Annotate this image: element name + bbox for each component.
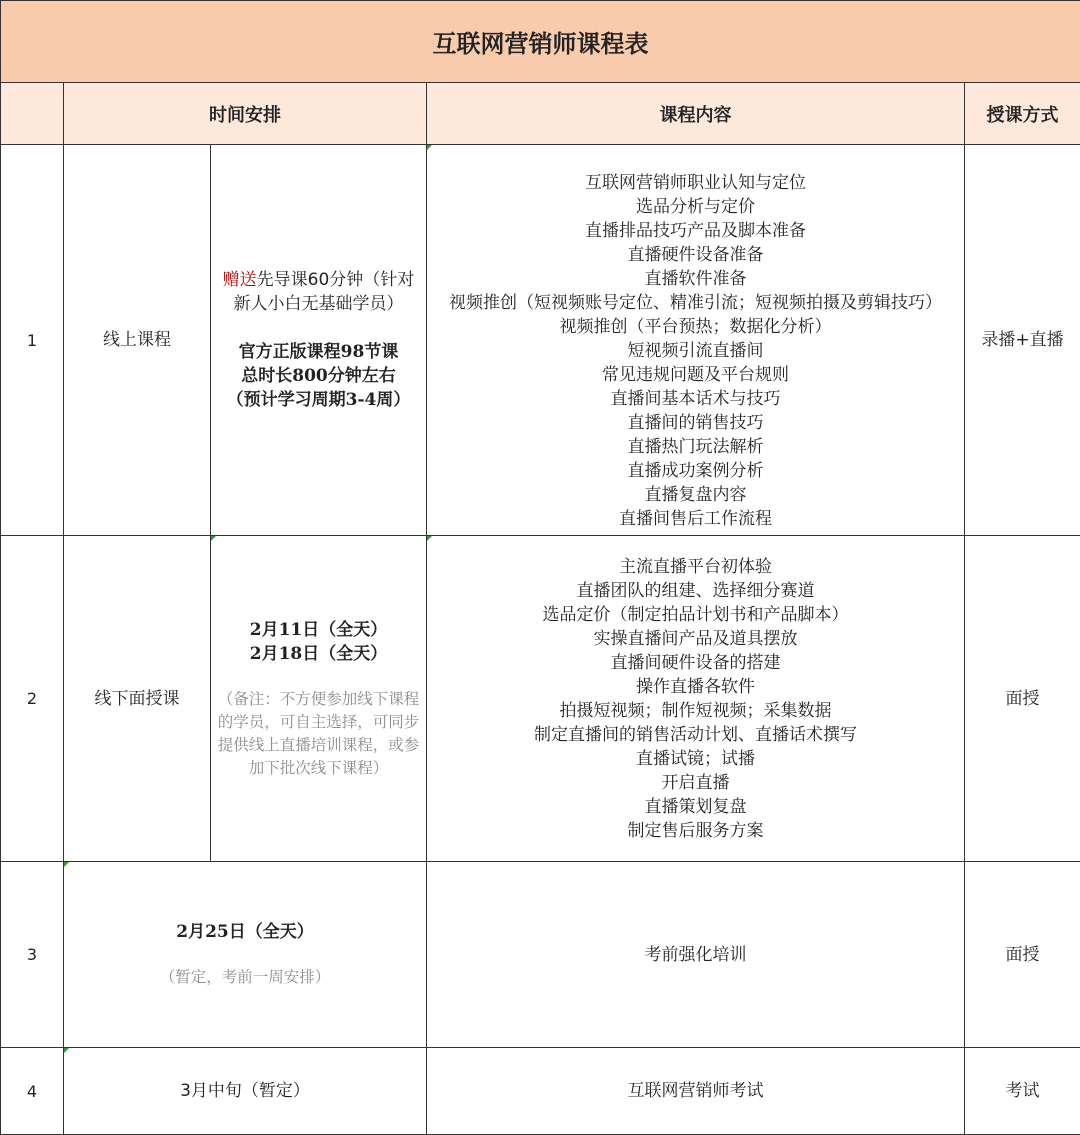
content-item: 主流直播平台初体验 <box>427 555 964 579</box>
table-row <box>1 862 1080 1048</box>
content-item: 视频推创（平台预热；数据化分析） <box>427 315 964 339</box>
content-list <box>427 145 964 535</box>
content-item: 直播排品技巧产品及脚本准备 <box>427 219 964 243</box>
table-row <box>1 145 1080 536</box>
course-content <box>427 536 965 862</box>
row-number: 3 <box>1 862 64 1048</box>
schedule-date <box>64 1048 427 1135</box>
row-number: 4 <box>1 1048 64 1135</box>
gift-highlight: 赠送 <box>223 270 257 290</box>
date-item: 2月11日（全天） <box>211 618 426 642</box>
gift-note <box>211 268 426 316</box>
content-item: 直播策划复盘 <box>427 795 964 819</box>
date-list <box>211 618 426 666</box>
schedule-note: （暂定，考前一周安排） <box>64 966 426 989</box>
table-title: 互联网营销师课程表 <box>1 1 1080 83</box>
teaching-method: 考试 <box>965 1048 1080 1135</box>
row-number: 2 <box>1 536 64 862</box>
schedule-note: （备注：不方便参加线下课程的学员，可自主选择，可同步提供线上直播培训课程，或参加下批次线下课程） <box>211 688 426 780</box>
official-line: 官方正版课程98节课 <box>211 340 426 364</box>
content-item: 直播间的销售技巧 <box>427 411 964 435</box>
schedule-date: 2月25日（全天） <box>64 920 426 944</box>
header-schedule: 时间安排 <box>64 83 427 145</box>
content-item: 直播间售后工作流程 <box>427 507 964 531</box>
schedule-date-text: 3月中旬（暂定） <box>180 1081 310 1101</box>
content-item: 直播间基本话术与技巧 <box>427 387 964 411</box>
content-item: 操作直播各软件 <box>427 675 964 699</box>
content-item: 常见违规问题及平台规则 <box>427 363 964 387</box>
content-item: 选品定价（制定拍品计划书和产品脚本） <box>427 603 964 627</box>
content-item: 制定售后服务方案 <box>427 819 964 843</box>
teaching-method: 录播+直播 <box>965 145 1080 536</box>
cell-marker <box>64 1048 69 1053</box>
content-item: 直播软件准备 <box>427 267 964 291</box>
cell-marker <box>211 536 216 541</box>
course-content: 互联网营销师考试 <box>427 1048 965 1135</box>
content-item: 视频推创（短视频账号定位、精准引流；短视频拍摄及剪辑技巧） <box>427 291 964 315</box>
content-list <box>427 547 964 851</box>
header-method: 授课方式 <box>965 83 1080 145</box>
course-content <box>427 145 965 536</box>
content-item: 选品分析与定价 <box>427 195 964 219</box>
gift-description: 先导课60分钟（针对新人小白无基础学员） <box>234 270 415 314</box>
table-row <box>1 1048 1080 1135</box>
content-item: 直播热门玩法解析 <box>427 435 964 459</box>
cell-marker <box>427 536 432 541</box>
header-number <box>1 83 64 145</box>
schedule-detail <box>211 536 427 862</box>
official-course-info <box>211 340 426 412</box>
official-line: （预计学习周期3-4周） <box>211 388 426 412</box>
course-type: 线下面授课 <box>64 536 211 862</box>
content-item: 直播硬件设备准备 <box>427 243 964 267</box>
content-item: 实操直播间产品及道具摆放 <box>427 627 964 651</box>
content-item: 开启直播 <box>427 771 964 795</box>
header-content: 课程内容 <box>427 83 965 145</box>
course-content: 考前强化培训 <box>427 862 965 1048</box>
teaching-method: 面授 <box>965 536 1080 862</box>
content-item: 短视频引流直播间 <box>427 339 964 363</box>
content-item: 拍摄短视频；制作短视频；采集数据 <box>427 699 964 723</box>
official-line: 总时长800分钟左右 <box>211 364 426 388</box>
cell-marker <box>427 145 432 150</box>
content-item: 直播试镜；试播 <box>427 747 964 771</box>
schedule-detail <box>211 145 427 536</box>
schedule-detail <box>64 862 427 1048</box>
table-row <box>1 536 1080 862</box>
row-number: 1 <box>1 145 64 536</box>
content-item: 互联网营销师职业认知与定位 <box>427 171 964 195</box>
content-item: 直播团队的组建、选择细分赛道 <box>427 579 964 603</box>
date-item: 2月18日（全天） <box>211 642 426 666</box>
content-item: 制定直播间的销售活动计划、直播话术撰写 <box>427 723 964 747</box>
content-item: 直播间硬件设备的搭建 <box>427 651 964 675</box>
content-item: 直播复盘内容 <box>427 483 964 507</box>
course-type: 线上课程 <box>64 145 211 536</box>
content-item: 直播成功案例分析 <box>427 459 964 483</box>
cell-marker <box>64 862 69 867</box>
teaching-method: 面授 <box>965 862 1080 1048</box>
